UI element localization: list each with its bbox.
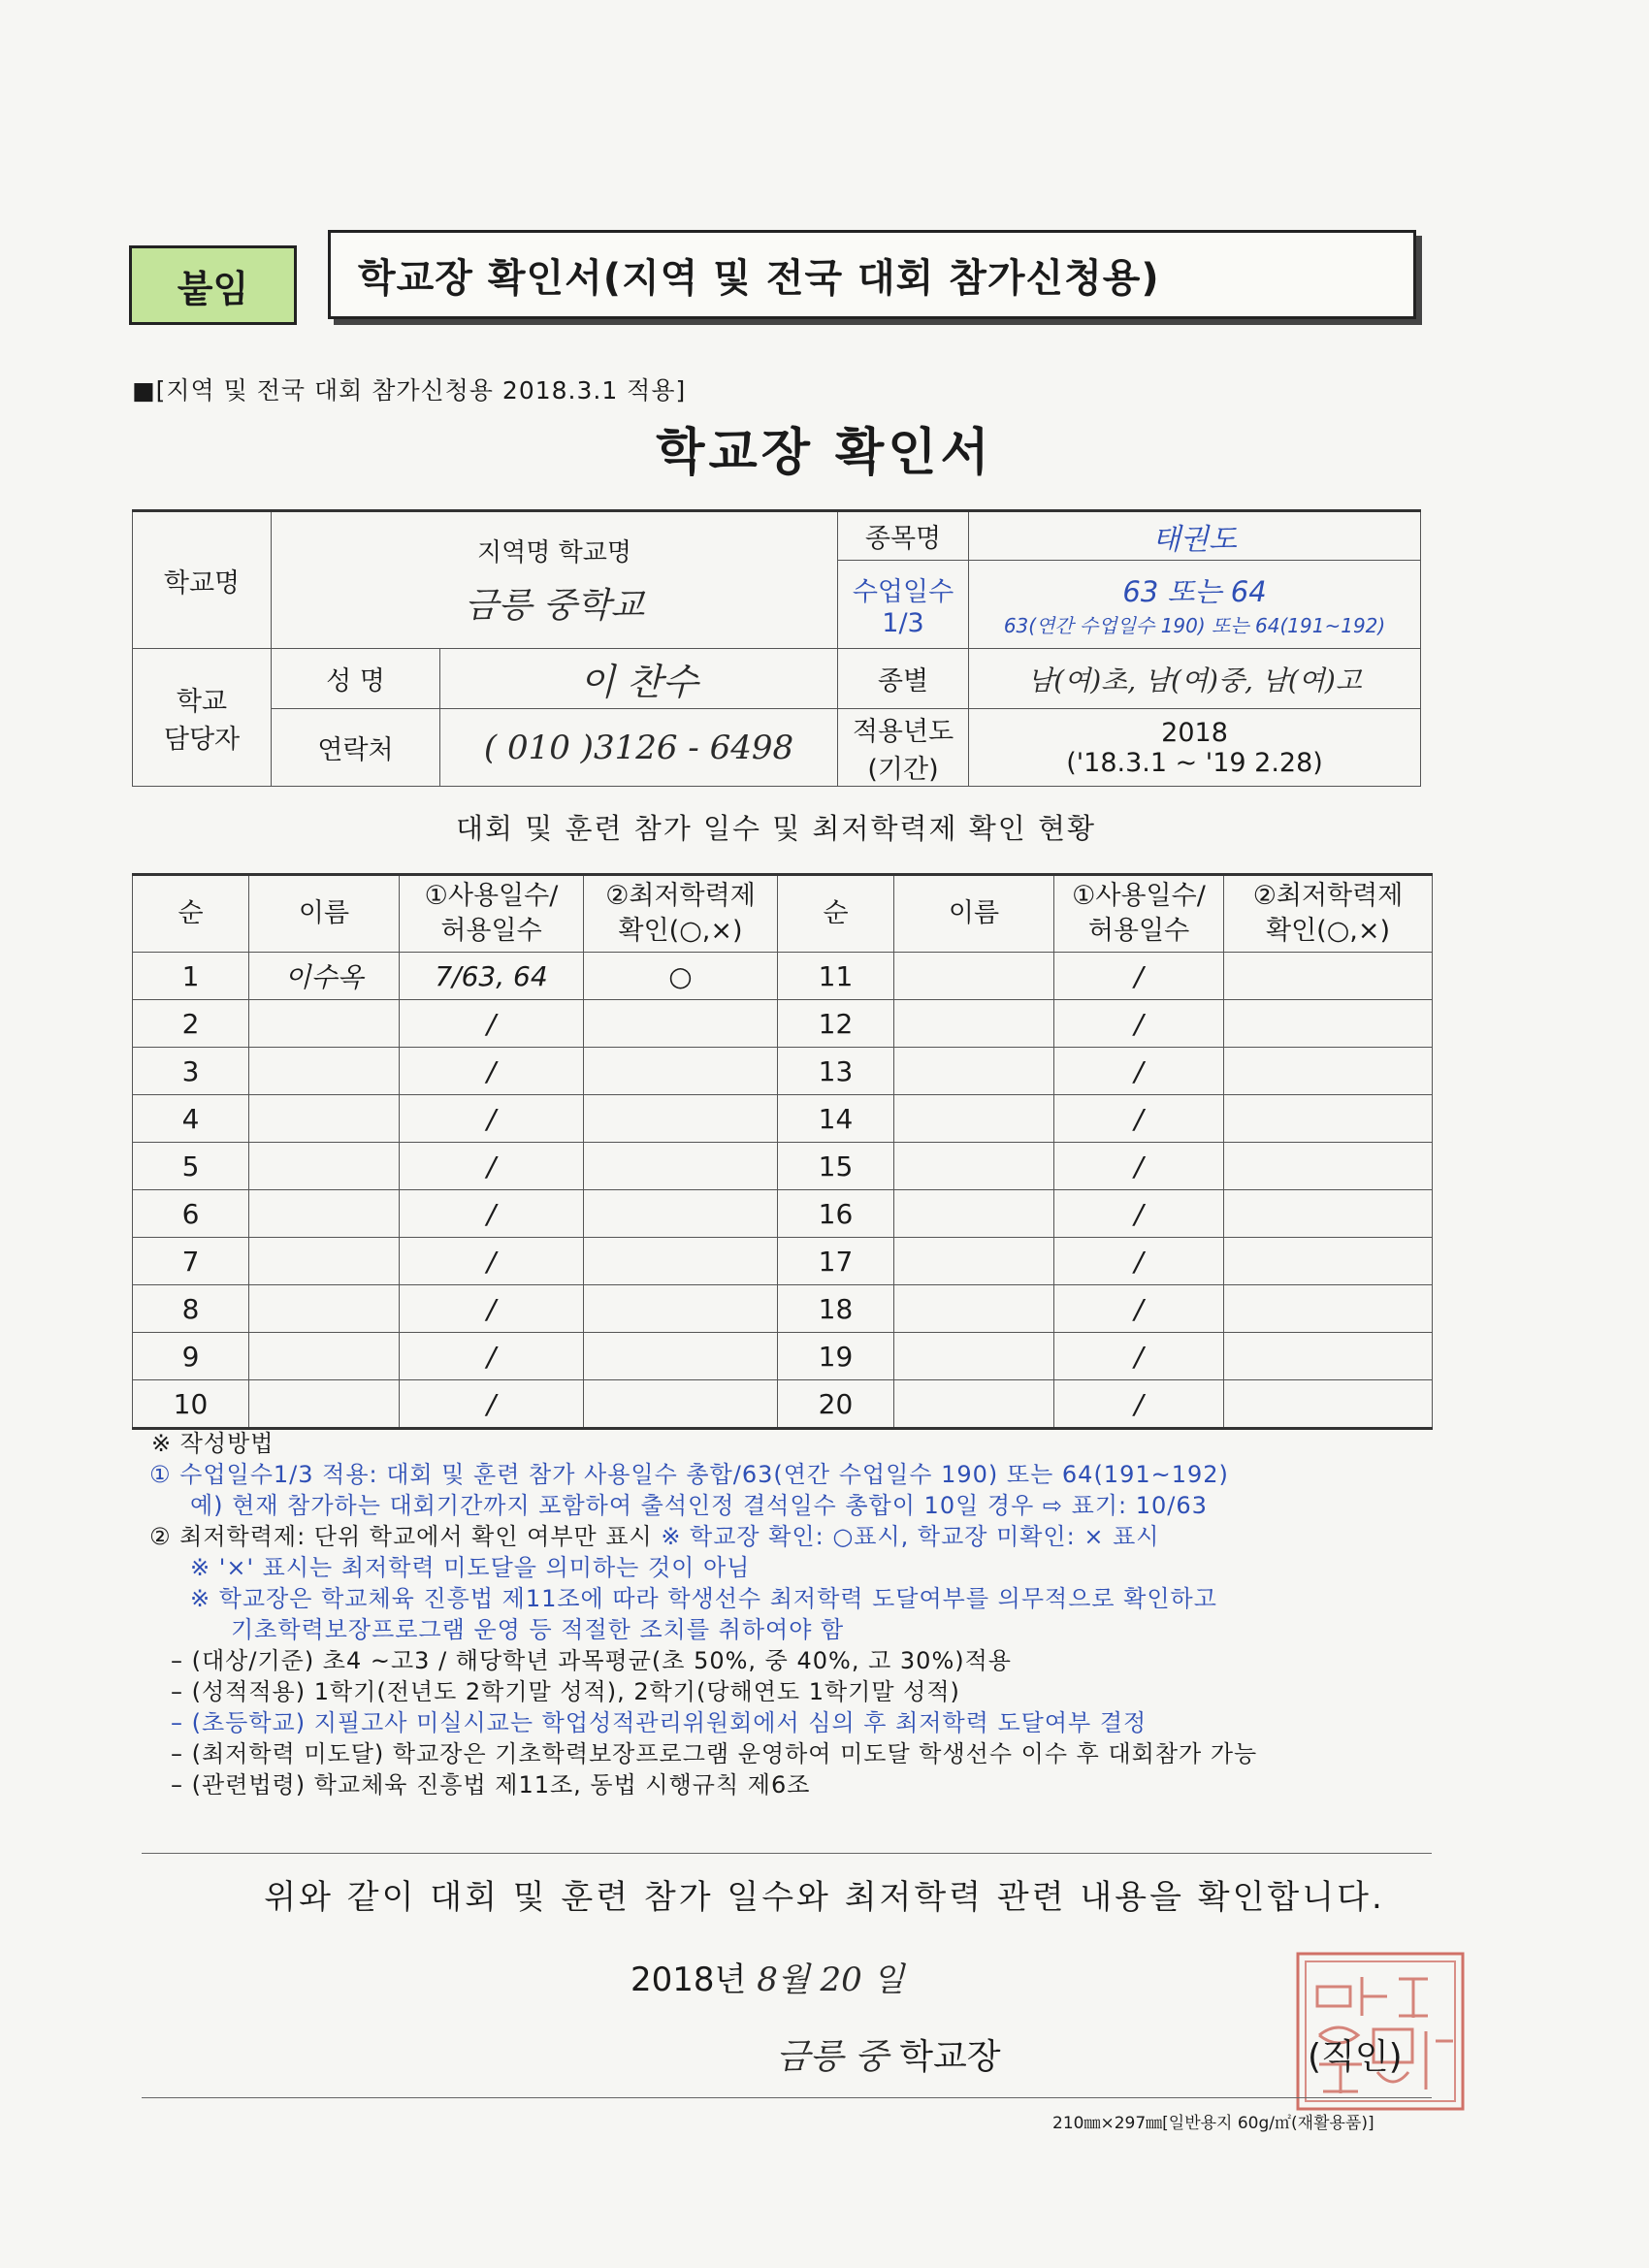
- row-days: /: [400, 1048, 584, 1095]
- row-no: 16: [778, 1190, 894, 1238]
- row-name: [249, 1238, 400, 1285]
- row-check: ○: [584, 953, 778, 1000]
- header-no: 순: [133, 875, 249, 953]
- row-days: /: [1054, 953, 1224, 1000]
- note-1: ① 수업일수1/3 적용: 대회 및 훈련 참가 사용일수 총합/63(연간 수업일수 190) 또는 64(191~192): [149, 1461, 1229, 1488]
- class-days-detail: 63(연간 수업일수 190) 또는 64(191~192): [1003, 614, 1386, 637]
- year-label-line1: 적용년도: [852, 716, 954, 747]
- row-no: 17: [778, 1238, 894, 1285]
- row-name: [894, 1285, 1054, 1333]
- row-days: /: [1054, 1238, 1224, 1285]
- name-label: 성 명: [272, 649, 440, 709]
- table-row: [133, 1095, 1433, 1143]
- row-days: 7/63, 64: [400, 953, 584, 1000]
- footer-divider: [142, 2097, 1432, 2098]
- row-name: [249, 1048, 400, 1095]
- participation-table: [132, 873, 1433, 1430]
- row-no: 2: [133, 1000, 249, 1048]
- row-check: [1224, 1190, 1433, 1238]
- row-check: [1224, 1238, 1433, 1285]
- row-name: [894, 953, 1054, 1000]
- header-days-right: [1054, 875, 1224, 953]
- phone-label: 연락처: [272, 709, 440, 787]
- row-name: [249, 1143, 400, 1190]
- row-check: [584, 1000, 778, 1048]
- table-row: [133, 1238, 1433, 1285]
- header-days-line1: ①사용일수/: [424, 881, 559, 911]
- list-title: 대회 및 훈련 참가 일수 및 최저학력제 확인 현황: [455, 812, 1096, 845]
- school-info-table: [132, 509, 1421, 787]
- row-name: [249, 1285, 400, 1333]
- date-month: 8월: [757, 1960, 810, 1999]
- row-days: /: [1054, 1143, 1224, 1190]
- period-value: ('18.3.1 ~ '19 2.28): [1066, 747, 1323, 778]
- row-check: [584, 1238, 778, 1285]
- paper-info: 210㎜×297㎜[일반용지 60g/㎡(재활용품)]: [1052, 2114, 1374, 2133]
- school-name-cell: [272, 511, 838, 649]
- row-name: [894, 1000, 1054, 1048]
- row-no: 5: [133, 1143, 249, 1190]
- detail-2: – (성적적용) 1학기(전년도 2학기말 성적), 2학기(당해연도 1학기말 성적): [171, 1678, 960, 1705]
- table-row: [133, 1333, 1433, 1380]
- row-name: [249, 1333, 400, 1380]
- header-days: [400, 875, 584, 953]
- row-no: 15: [778, 1143, 894, 1190]
- date-year: 2018년: [630, 1960, 747, 1999]
- row-check: [1224, 1000, 1433, 1048]
- row-no: 13: [778, 1048, 894, 1095]
- row-no: 11: [778, 953, 894, 1000]
- header-name-right: 이름: [894, 875, 1054, 953]
- detail-5: – (관련법령) 학교체육 진흥법 제11조, 동법 시행규칙 제6조: [171, 1771, 811, 1798]
- header-min-line1: ②최저학력제: [605, 881, 756, 911]
- class-days-fraction: 1/3: [882, 608, 924, 638]
- table-row: [133, 1285, 1433, 1333]
- principal-signature: [776, 2029, 1001, 2079]
- note-1-example: 예) 현재 참가하는 대회기간까지 포함하여 출석인정 결석일수 총합이 10일 경우 ⇨ 표기: 10/63: [190, 1492, 1208, 1519]
- row-check: [1224, 1333, 1433, 1380]
- event-value: 태권도: [969, 511, 1421, 561]
- year-value: 2018: [1161, 717, 1228, 748]
- row-check: [1224, 1095, 1433, 1143]
- document-title: 학교장 확인서: [656, 424, 993, 482]
- row-name: [249, 1190, 400, 1238]
- row-days: /: [1054, 1048, 1224, 1095]
- header-no-right: 순: [778, 875, 894, 953]
- table-row: [133, 1000, 1433, 1048]
- row-check: [584, 1190, 778, 1238]
- row-no: 18: [778, 1285, 894, 1333]
- row-days: /: [400, 1333, 584, 1380]
- year-label-line2: (기간): [867, 754, 939, 785]
- row-check: [1224, 953, 1433, 1000]
- row-no: 9: [133, 1333, 249, 1380]
- row-name: [249, 1000, 400, 1048]
- instructions: [149, 1428, 1258, 1800]
- row-days: /: [400, 1190, 584, 1238]
- year-label-cell: [838, 709, 969, 787]
- row-days: /: [1054, 1285, 1224, 1333]
- header-min-right-line2: 확인(○,×): [1266, 916, 1390, 946]
- note-2-text: ② 최저학력제: 단위 학교에서 확인 여부만 표시: [149, 1523, 653, 1550]
- row-name: [894, 1095, 1054, 1143]
- row-name: [894, 1238, 1054, 1285]
- row-days: /: [400, 1238, 584, 1285]
- header-min-right-line1: ②최저학력제: [1252, 881, 1404, 911]
- note-4: ※ 학교장은 학교체육 진흥법 제11조에 따라 학생선수 최저학력 도달여부를 의무적으로 확인하고: [190, 1585, 1217, 1612]
- contact-label-line2: 담당자: [163, 724, 241, 755]
- seal-label: (직인): [1308, 2037, 1403, 2077]
- row-days: /: [1054, 1000, 1224, 1048]
- row-check: [1224, 1285, 1433, 1333]
- row-no: 10: [133, 1380, 249, 1429]
- row-days: /: [1054, 1190, 1224, 1238]
- divider: [142, 1853, 1432, 1854]
- note-3: ※ '×' 표시는 최저학력 미도달을 의미하는 것이 아님: [190, 1554, 751, 1581]
- row-check: [584, 1143, 778, 1190]
- table-row: [133, 953, 1433, 1000]
- row-check: [1224, 1048, 1433, 1095]
- note-2: [149, 1521, 1257, 1552]
- row-name: [894, 1380, 1054, 1429]
- header-days-right-line2: 허용일수: [1087, 916, 1190, 946]
- signature-date: [630, 1953, 904, 2000]
- row-days: /: [400, 1285, 584, 1333]
- header-min-line2: 확인(○,×): [618, 916, 743, 946]
- row-check: [1224, 1380, 1433, 1429]
- row-name: [249, 1095, 400, 1143]
- phone-value: ( 010 )3126 - 6498: [440, 709, 838, 787]
- region-school-label: 지역명 학교명: [477, 538, 631, 567]
- table-row: [133, 1190, 1433, 1238]
- name-value: 이 찬수: [440, 649, 838, 709]
- row-no: 14: [778, 1095, 894, 1143]
- contact-label-cell: [133, 649, 272, 787]
- event-label: 종목명: [838, 511, 969, 561]
- class-days-cell: [838, 561, 969, 649]
- row-days: /: [1054, 1380, 1224, 1429]
- form-note: ■[지역 및 전국 대회 참가신청용 2018.3.1 적용]: [132, 376, 687, 405]
- class-days-value: 63 또는 64: [1122, 575, 1267, 608]
- row-no: 12: [778, 1000, 894, 1048]
- row-no: 8: [133, 1285, 249, 1333]
- school-label: 학교명: [133, 511, 272, 649]
- header-days-right-line1: ①사용일수/: [1072, 881, 1206, 911]
- row-days: /: [1054, 1095, 1224, 1143]
- row-days: /: [400, 1095, 584, 1143]
- year-value-cell: [969, 709, 1421, 787]
- table-row: [133, 1380, 1433, 1429]
- header-min: [584, 875, 778, 953]
- header-title: 학교장 확인서(지역 및 전국 대회 참가신청용): [328, 230, 1416, 319]
- principal-title: 학교장: [899, 2037, 1001, 2077]
- row-no: 20: [778, 1380, 894, 1429]
- confirmation-text: 위와 같이 대회 및 훈련 참가 일수와 최저학력 관련 내용을 확인합니다.: [264, 1878, 1385, 1917]
- row-no: 3: [133, 1048, 249, 1095]
- row-name: [249, 1380, 400, 1429]
- row-days: /: [400, 1380, 584, 1429]
- row-name: [894, 1048, 1054, 1095]
- row-no: 6: [133, 1190, 249, 1238]
- row-check: [584, 1048, 778, 1095]
- header-min-right: [1224, 875, 1433, 953]
- notes-title: ※ 작성방법: [151, 1430, 275, 1457]
- note-4-cont: 기초학력보장프로그램 운영 등 적절한 조치를 취하여야 함: [231, 1616, 845, 1643]
- row-name: [894, 1333, 1054, 1380]
- category-label: 종별: [838, 649, 969, 709]
- table-row: [133, 1048, 1433, 1095]
- category-value: 남(여)초, 남(여)중, 남(여)고: [969, 649, 1421, 709]
- note-2-marks: ※ 학교장 확인: ○표시, 학교장 미확인: × 표시: [652, 1523, 1160, 1550]
- row-days: /: [400, 1143, 584, 1190]
- principal-school: 금릉 중: [776, 2037, 889, 2077]
- school-name-value: 금릉 중학교: [464, 586, 645, 626]
- row-days: /: [1054, 1333, 1224, 1380]
- detail-4: – (최저학력 미도달) 학교장은 기초학력보장프로그램 운영하여 미도달 학생선수 이수 후 대회참가 가능: [171, 1740, 1258, 1767]
- row-check: [584, 1333, 778, 1380]
- row-name: [894, 1190, 1054, 1238]
- row-no: 1: [133, 953, 249, 1000]
- table-row: [133, 1143, 1433, 1190]
- row-check: [584, 1095, 778, 1143]
- row-check: [584, 1285, 778, 1333]
- attachment-badge: 붙임: [129, 245, 297, 325]
- row-no: 19: [778, 1333, 894, 1380]
- class-days-label: 수업일수: [852, 577, 954, 607]
- header-days-line2: 허용일수: [440, 916, 542, 946]
- row-name: 이수옥: [249, 953, 400, 1000]
- row-check: [584, 1380, 778, 1429]
- row-no: 4: [133, 1095, 249, 1143]
- row-no: 7: [133, 1238, 249, 1285]
- row-days: /: [400, 1000, 584, 1048]
- row-check: [1224, 1143, 1433, 1190]
- header-name: 이름: [249, 875, 400, 953]
- date-day: 20 일: [820, 1960, 905, 1999]
- detail-3: – (초등학교) 지필고사 미실시교는 학업성적관리위원회에서 심의 후 최저학력 도달여부 결정: [171, 1709, 1148, 1736]
- class-days-value-cell: [969, 561, 1421, 649]
- detail-1: – (대상/기준) 초4 ~고3 / 해당학년 과목평균(초 50%, 중 40%, 고 30%)적용: [171, 1647, 1012, 1674]
- contact-label-line1: 학교: [176, 686, 228, 717]
- row-name: [894, 1143, 1054, 1190]
